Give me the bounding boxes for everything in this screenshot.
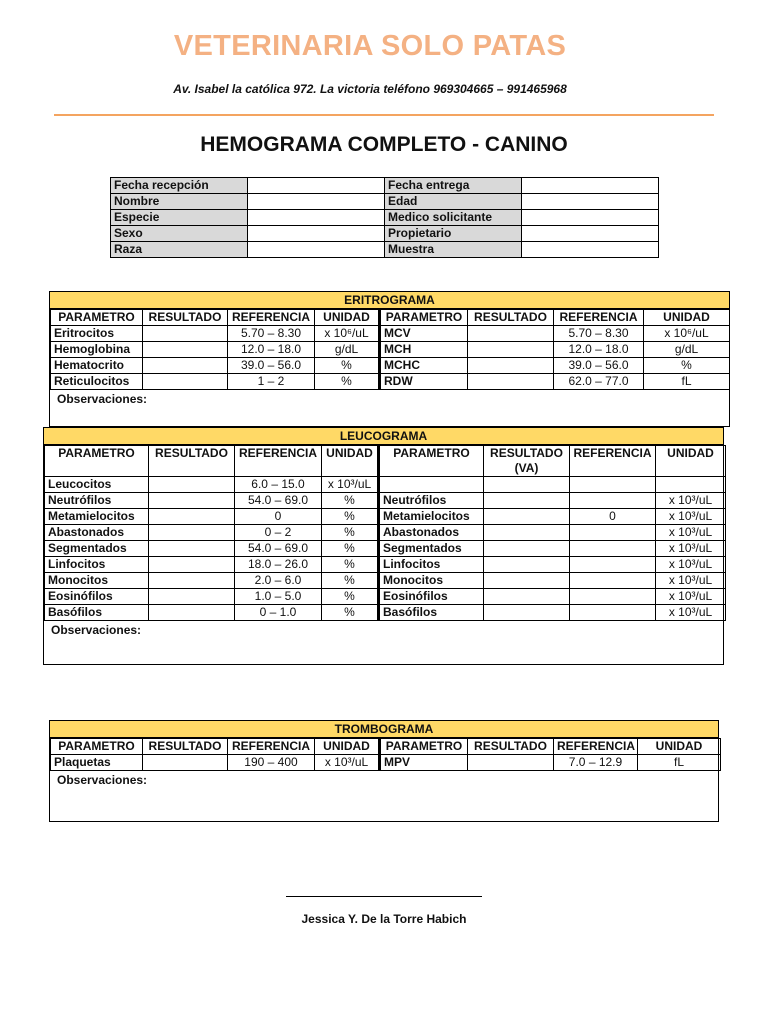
- parameter-cell: Eritrocitos: [51, 326, 143, 342]
- unit-cell: %: [322, 541, 379, 557]
- reference-cell: 0: [235, 509, 322, 525]
- parameter-cell: Basófilos: [379, 605, 484, 621]
- unit-cell: x 10³/uL: [656, 509, 726, 525]
- column-header: RESULTADO: [143, 739, 228, 755]
- reference-cell: [570, 557, 656, 573]
- table-row: [51, 755, 721, 771]
- reference-cell: 0 – 2: [235, 525, 322, 541]
- parameter-cell: MPV: [380, 755, 468, 771]
- result-field[interactable]: [484, 573, 570, 589]
- parameter-cell: Leucocitos: [45, 477, 149, 493]
- result-field[interactable]: [484, 477, 570, 493]
- info-value-field[interactable]: [522, 226, 659, 242]
- unit-cell: x 10³/uL: [656, 605, 726, 621]
- trombograma-header-row: [51, 739, 721, 755]
- unit-cell: %: [644, 358, 730, 374]
- result-field[interactable]: [484, 589, 570, 605]
- table-row: [45, 573, 726, 589]
- parameter-cell: Plaquetas: [51, 755, 143, 771]
- info-row: [111, 194, 659, 210]
- trombograma-table: [50, 738, 721, 771]
- info-label: Fecha entrega: [385, 178, 522, 194]
- column-header: PARAMETRO: [51, 310, 143, 326]
- reference-cell: [570, 525, 656, 541]
- result-field[interactable]: [484, 557, 570, 573]
- column-header: PARAMETRO: [379, 446, 484, 477]
- column-header: UNIDAD: [644, 310, 730, 326]
- table-row: [51, 326, 730, 342]
- reference-cell: 0 – 1.0: [235, 605, 322, 621]
- table-row: [45, 541, 726, 557]
- column-header: UNIDAD: [315, 739, 380, 755]
- reference-cell: 12.0 – 18.0: [228, 342, 315, 358]
- parameter-cell: MCV: [380, 326, 468, 342]
- unit-cell: %: [322, 557, 379, 573]
- column-header: UNIDAD: [322, 446, 379, 477]
- info-label: Muestra: [385, 242, 522, 258]
- eritrograma-panel: [49, 291, 730, 427]
- parameter-cell: Linfocitos: [379, 557, 484, 573]
- trombograma-observations: Observaciones:: [57, 773, 148, 787]
- reference-cell: [570, 589, 656, 605]
- clinic-name: VETERINARIA SOLO PATAS: [173, 30, 567, 62]
- column-header: REFERENCIA: [554, 739, 638, 755]
- reference-cell: 39.0 – 56.0: [554, 358, 644, 374]
- result-field[interactable]: [468, 342, 554, 358]
- reference-cell: 7.0 – 12.9: [554, 755, 638, 771]
- info-label: Edad: [385, 194, 522, 210]
- info-value-field[interactable]: [522, 178, 659, 194]
- reference-cell: 54.0 – 69.0: [235, 541, 322, 557]
- result-field[interactable]: [143, 342, 228, 358]
- parameter-cell: MCH: [380, 342, 468, 358]
- result-field[interactable]: [149, 477, 235, 493]
- info-value-field[interactable]: [248, 226, 385, 242]
- eritrograma-observations: Observaciones:: [57, 392, 148, 406]
- column-header: RESULTADO (VA): [484, 446, 570, 477]
- table-row: [51, 374, 730, 390]
- parameter-cell: Eosinófilos: [379, 589, 484, 605]
- info-row: [111, 210, 659, 226]
- result-field[interactable]: [149, 557, 235, 573]
- parameter-cell: MCHC: [380, 358, 468, 374]
- parameter-cell: [379, 477, 484, 493]
- result-field[interactable]: [149, 589, 235, 605]
- result-field[interactable]: [484, 541, 570, 557]
- column-header: UNIDAD: [315, 310, 380, 326]
- result-field[interactable]: [149, 493, 235, 509]
- info-label: Raza: [111, 242, 248, 258]
- unit-cell: %: [322, 589, 379, 605]
- parameter-cell: Abastonados: [45, 525, 149, 541]
- result-field[interactable]: [484, 493, 570, 509]
- unit-cell: fL: [638, 755, 721, 771]
- column-header: RESULTADO: [143, 310, 228, 326]
- info-value-field[interactable]: [248, 210, 385, 226]
- reference-cell: 5.70 – 8.30: [228, 326, 315, 342]
- unit-cell: %: [322, 573, 379, 589]
- table-row: [45, 605, 726, 621]
- parameter-cell: Monocitos: [45, 573, 149, 589]
- info-label: Especie: [111, 210, 248, 226]
- parameter-cell: Monocitos: [379, 573, 484, 589]
- leucograma-table: [44, 445, 726, 621]
- info-value-field[interactable]: [248, 178, 385, 194]
- clinic-address: Av. Isabel la católica 972. La victoria teléfono 969304665 – 991465968: [173, 82, 567, 96]
- reference-cell: [570, 493, 656, 509]
- leucograma-observations: Observaciones:: [51, 623, 142, 637]
- info-label: Sexo: [111, 226, 248, 242]
- header-divider: [54, 114, 714, 116]
- unit-cell: x 10³/uL: [656, 557, 726, 573]
- unit-cell: %: [322, 509, 379, 525]
- column-header: PARAMETRO: [380, 310, 468, 326]
- parameter-cell: Segmentados: [379, 541, 484, 557]
- eritrograma-header-row: [51, 310, 730, 326]
- signature-name: Jessica Y. De la Torre Habich: [301, 912, 467, 926]
- reference-cell: 18.0 – 26.0: [235, 557, 322, 573]
- unit-cell: x 10³/uL: [656, 541, 726, 557]
- column-header: UNIDAD: [656, 446, 726, 477]
- result-field[interactable]: [143, 358, 228, 374]
- reference-cell: [570, 541, 656, 557]
- parameter-cell: Abastonados: [379, 525, 484, 541]
- unit-cell: [656, 477, 726, 493]
- unit-cell: %: [315, 374, 380, 390]
- info-label: Nombre: [111, 194, 248, 210]
- signature-line: [286, 896, 482, 897]
- reference-cell: 0: [570, 509, 656, 525]
- eritrograma-table: [50, 309, 730, 390]
- patient-info-table: [110, 177, 659, 258]
- info-value-field[interactable]: [522, 210, 659, 226]
- unit-cell: %: [315, 358, 380, 374]
- column-header: PARAMETRO: [45, 446, 149, 477]
- parameter-cell: RDW: [380, 374, 468, 390]
- parameter-cell: Hematocrito: [51, 358, 143, 374]
- info-value-field[interactable]: [522, 194, 659, 210]
- unit-cell: x 10³/uL: [656, 573, 726, 589]
- result-field[interactable]: [468, 358, 554, 374]
- result-field[interactable]: [468, 374, 554, 390]
- parameter-cell: Linfocitos: [45, 557, 149, 573]
- unit-cell: %: [322, 493, 379, 509]
- reference-cell: 1.0 – 5.0: [235, 589, 322, 605]
- reference-cell: 6.0 – 15.0: [235, 477, 322, 493]
- table-row: [45, 525, 726, 541]
- reference-cell: 190 – 400: [228, 755, 315, 771]
- reference-cell: 5.70 – 8.30: [554, 326, 644, 342]
- table-row: [45, 557, 726, 573]
- reference-cell: 2.0 – 6.0: [235, 573, 322, 589]
- unit-cell: x 10⁶/uL: [644, 326, 730, 342]
- result-field[interactable]: [484, 525, 570, 541]
- info-label: Fecha recepción: [111, 178, 248, 194]
- unit-cell: x 10³/uL: [656, 525, 726, 541]
- result-field[interactable]: [484, 509, 570, 525]
- info-row: [111, 178, 659, 194]
- parameter-cell: Reticulocitos: [51, 374, 143, 390]
- parameter-cell: Neutrófilos: [379, 493, 484, 509]
- reference-cell: 54.0 – 69.0: [235, 493, 322, 509]
- info-row: [111, 226, 659, 242]
- column-header: PARAMETRO: [380, 739, 468, 755]
- table-row: [45, 493, 726, 509]
- result-field[interactable]: [143, 374, 228, 390]
- info-value-field[interactable]: [248, 242, 385, 258]
- reference-cell: [570, 477, 656, 493]
- column-header: RESULTADO: [149, 446, 235, 477]
- column-header: REFERENCIA: [570, 446, 656, 477]
- column-header: REFERENCIA: [228, 310, 315, 326]
- parameter-cell: Eosinófilos: [45, 589, 149, 605]
- parameter-cell: Metamielocitos: [45, 509, 149, 525]
- unit-cell: x 10³/uL: [656, 589, 726, 605]
- reference-cell: [570, 573, 656, 589]
- trombograma-title: TROMBOGRAMA: [50, 721, 718, 738]
- column-header: RESULTADO: [468, 310, 554, 326]
- result-field[interactable]: [149, 541, 235, 557]
- column-header: UNIDAD: [638, 739, 721, 755]
- table-row: [51, 342, 730, 358]
- leucograma-header-row: [45, 446, 726, 477]
- parameter-cell: Basófilos: [45, 605, 149, 621]
- unit-cell: x 10³/uL: [315, 755, 380, 771]
- document-title: HEMOGRAMA COMPLETO - CANINO: [200, 133, 568, 156]
- reference-cell: 12.0 – 18.0: [554, 342, 644, 358]
- info-value-field[interactable]: [248, 194, 385, 210]
- info-row: [111, 242, 659, 258]
- unit-cell: x 10⁶/uL: [315, 326, 380, 342]
- unit-cell: x 10³/uL: [656, 493, 726, 509]
- result-field[interactable]: [468, 755, 554, 771]
- leucograma-panel: [43, 427, 724, 665]
- result-field[interactable]: [468, 326, 554, 342]
- unit-cell: %: [322, 525, 379, 541]
- result-field[interactable]: [149, 573, 235, 589]
- unit-cell: g/dL: [644, 342, 730, 358]
- unit-cell: %: [322, 605, 379, 621]
- parameter-cell: Segmentados: [45, 541, 149, 557]
- unit-cell: x 10³/uL: [322, 477, 379, 493]
- reference-cell: [570, 605, 656, 621]
- reference-cell: 62.0 – 77.0: [554, 374, 644, 390]
- column-header: REFERENCIA: [228, 739, 315, 755]
- column-header: RESULTADO: [468, 739, 554, 755]
- unit-cell: fL: [644, 374, 730, 390]
- column-header: REFERENCIA: [235, 446, 322, 477]
- trombograma-panel: [49, 720, 719, 822]
- column-header: PARAMETRO: [51, 739, 143, 755]
- reference-cell: 1 – 2: [228, 374, 315, 390]
- table-row: [51, 358, 730, 374]
- table-row: [45, 509, 726, 525]
- info-label: Medico solicitante: [385, 210, 522, 226]
- result-field[interactable]: [149, 509, 235, 525]
- leucograma-title: LEUCOGRAMA: [44, 428, 723, 445]
- info-label: Propietario: [385, 226, 522, 242]
- unit-cell: g/dL: [315, 342, 380, 358]
- parameter-cell: Hemoglobina: [51, 342, 143, 358]
- column-header: REFERENCIA: [554, 310, 644, 326]
- table-row: [45, 477, 726, 493]
- table-row: [45, 589, 726, 605]
- result-field[interactable]: [143, 326, 228, 342]
- result-field[interactable]: [149, 605, 235, 621]
- info-value-field[interactable]: [522, 242, 659, 258]
- parameter-cell: Neutrófilos: [45, 493, 149, 509]
- reference-cell: 39.0 – 56.0: [228, 358, 315, 374]
- result-field[interactable]: [484, 605, 570, 621]
- eritrograma-title: ERITROGRAMA: [50, 292, 729, 309]
- parameter-cell: Metamielocitos: [379, 509, 484, 525]
- result-field[interactable]: [149, 525, 235, 541]
- result-field[interactable]: [143, 755, 228, 771]
